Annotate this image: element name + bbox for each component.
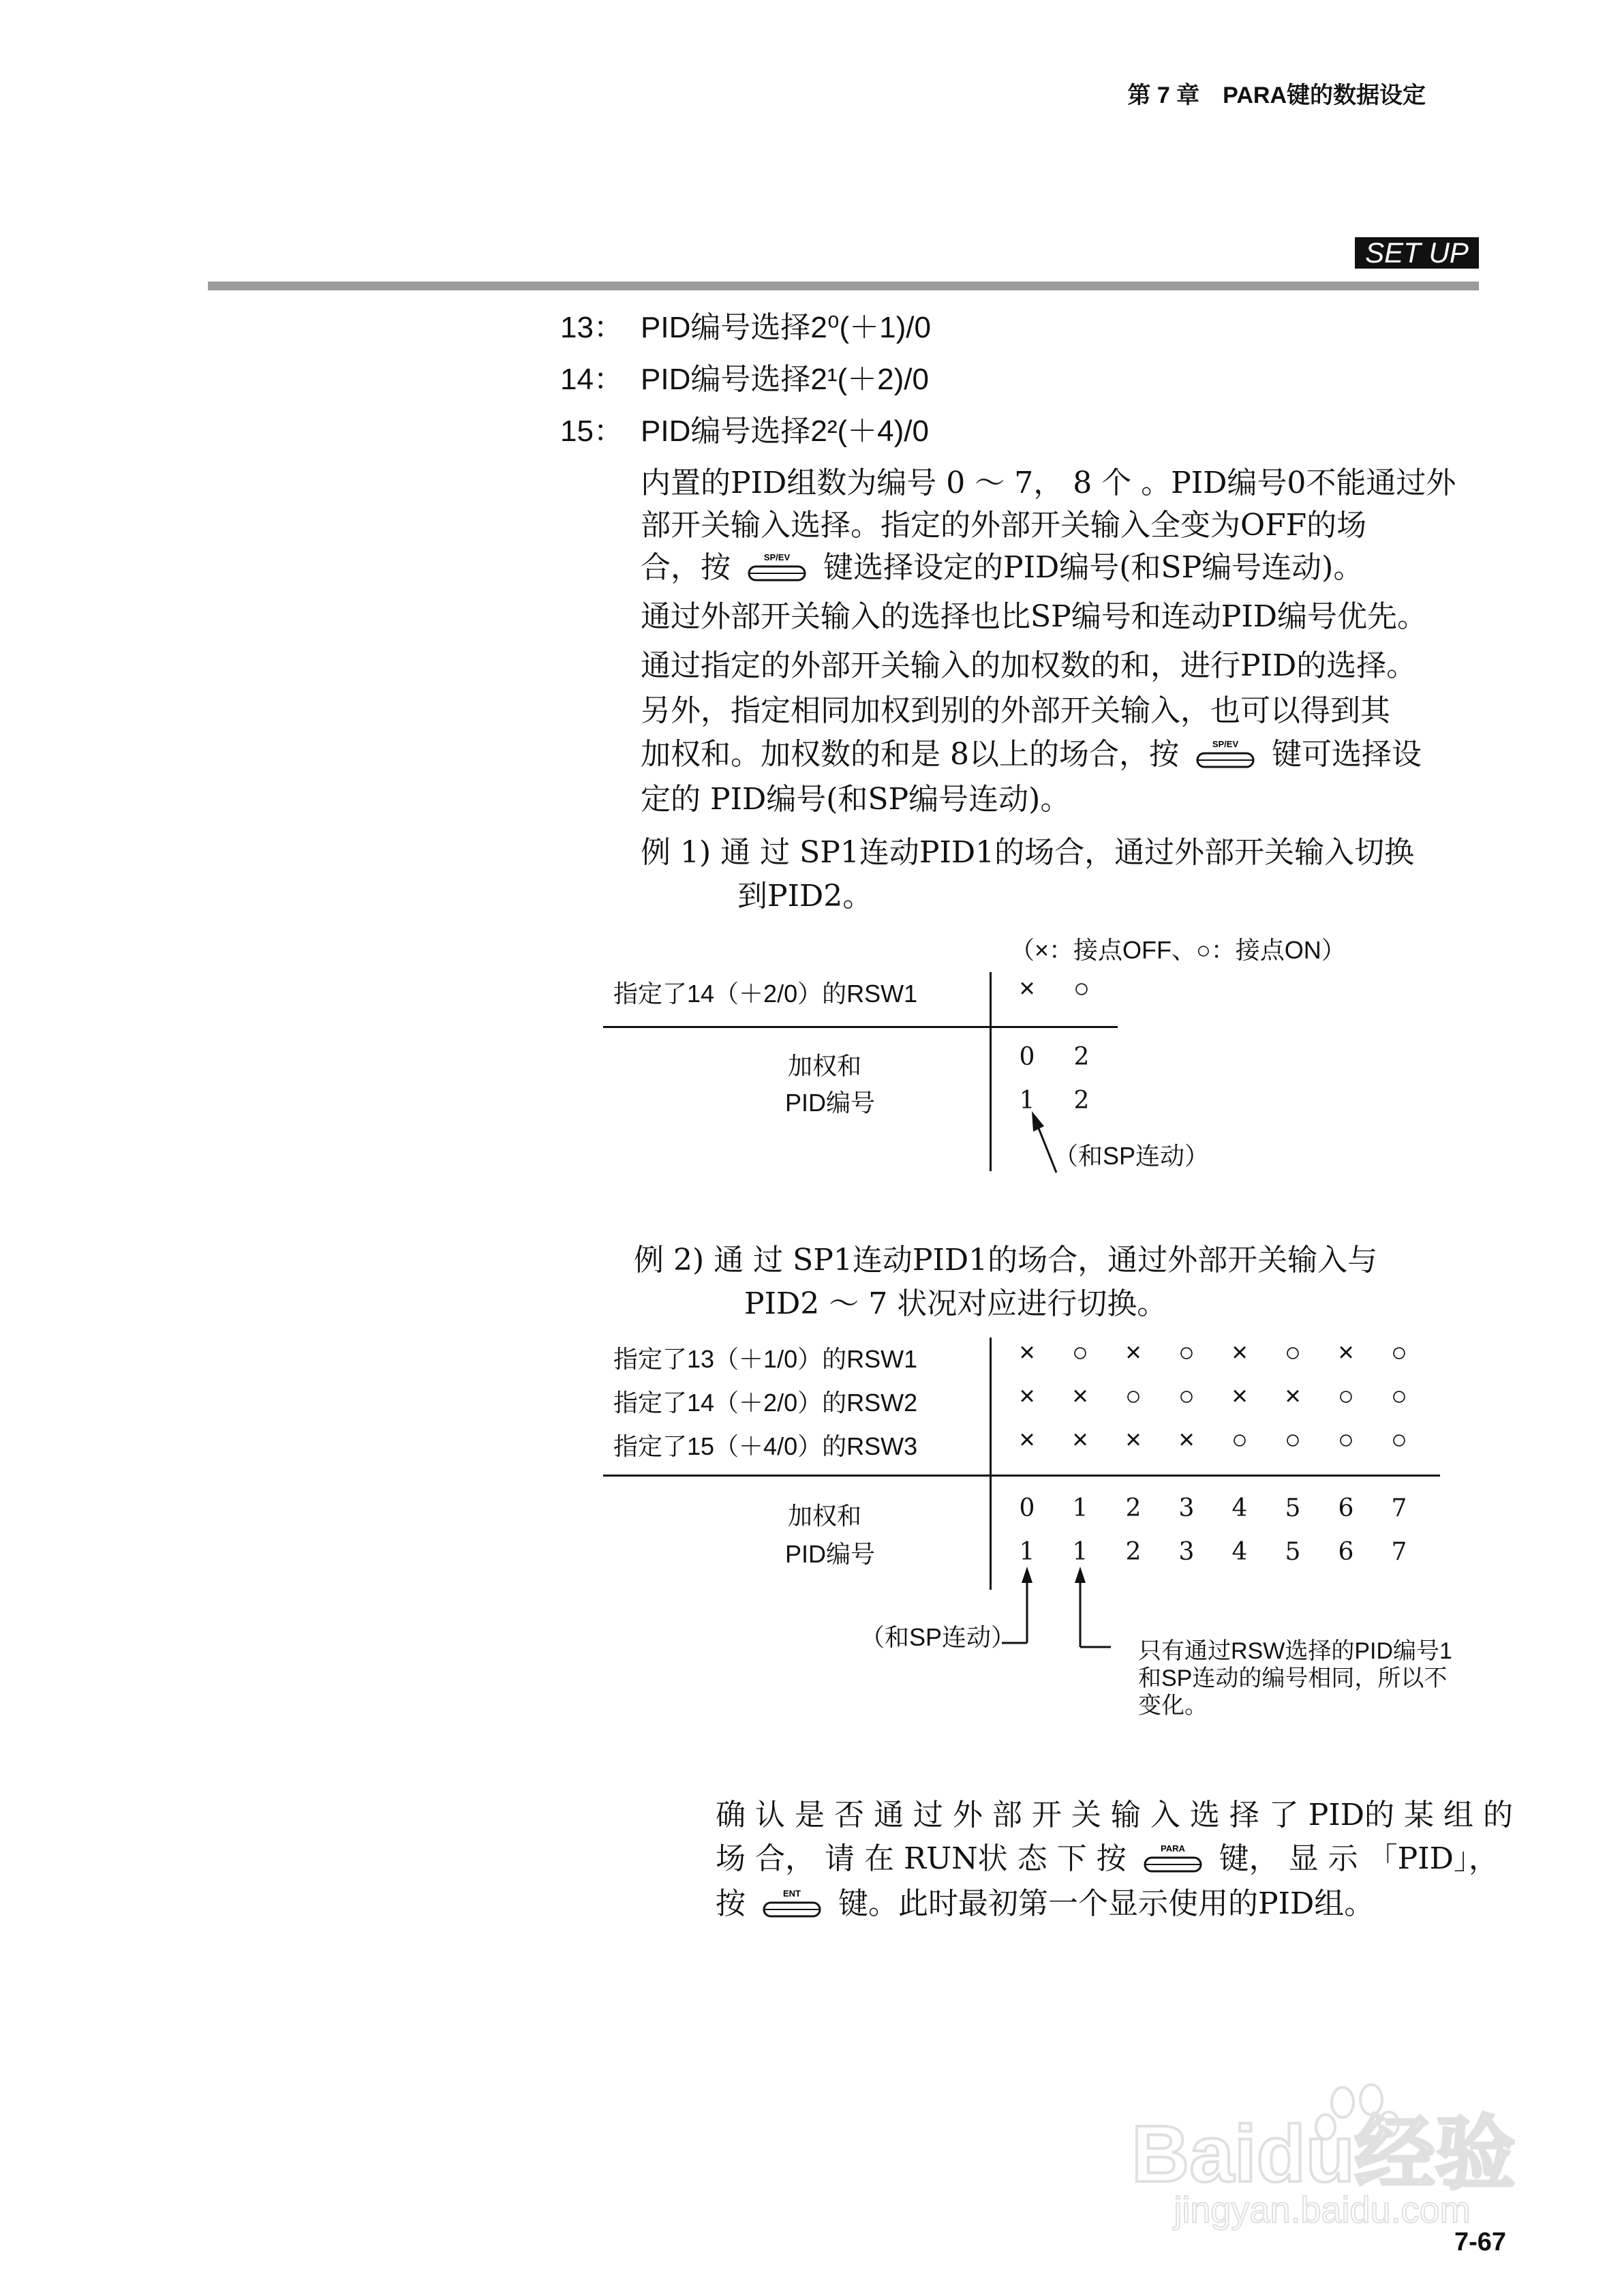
header-rule	[208, 282, 1479, 290]
confirm-line: 确 认 是 否 通 过 外 部 开 关 输 入 选 择 了 PID的 某 组 的	[716, 1798, 1514, 1832]
switch-mark: ○	[1390, 1425, 1408, 1455]
paragraph-line: 部开关输入选择。指定的外部开关输入全变为OFF的场	[641, 508, 1367, 543]
example1-title: 例 1) 通 过 SP1连动PID1的场合，通过外部开关输入切换	[641, 835, 1415, 870]
switch-mark: ○	[1178, 1381, 1195, 1411]
chapter-header: 第 7 章 PARA键的数据设定	[1127, 82, 1426, 108]
switch-mark: ○	[1231, 1425, 1249, 1455]
confirm-text: 按	[716, 1886, 746, 1921]
pid-number-label: PID编号	[785, 1540, 876, 1568]
weight-value: 2	[1125, 1494, 1142, 1522]
pid-value: 2	[1125, 1538, 1142, 1566]
confirm-text: 键。此时最初第一个显示使用的PID组。	[838, 1886, 1375, 1921]
switch-mark: ×	[1019, 1338, 1035, 1368]
switch-mark: ○	[1390, 1338, 1408, 1368]
key-label: ENT	[783, 1888, 801, 1899]
weight-sum-label: 加权和	[788, 1053, 862, 1081]
para-key-icon	[1142, 1843, 1204, 1875]
paragraph-text: 合，按	[641, 550, 731, 585]
table-divider	[990, 972, 992, 1171]
watermark-url: jingyan.baidu.com	[1174, 2190, 1471, 2231]
confirm-text: 场 合， 请 在 RUN状 态 下 按	[716, 1841, 1127, 1876]
switch-mark: ×	[1125, 1425, 1142, 1455]
example2-row-label: 指定了13（＋1/0）的RSW1	[613, 1345, 918, 1373]
paragraph-line: 通过外部开关输入的选择也比SP编号和连动PID编号优先。	[641, 599, 1428, 634]
switch-mark: ○	[1124, 1381, 1142, 1411]
item-label: PID编号选择2²(＋4)/0	[641, 414, 929, 448]
switch-mark: ○	[1073, 973, 1090, 1003]
weight-value: 1	[1072, 1494, 1088, 1522]
pid-value: 4	[1231, 1538, 1248, 1566]
paragraph-line: 另外，指定相同加权到别的外部开关输入，也可以得到其	[641, 693, 1390, 728]
weight-value: 0	[1019, 1494, 1035, 1522]
switch-mark: ×	[1019, 1425, 1035, 1455]
switch-mark: ×	[1285, 1381, 1301, 1411]
switch-mark: ×	[1231, 1381, 1248, 1411]
example1-legend: （×：接点OFF、○：接点ON）	[1010, 936, 1346, 964]
sp-ev-key-icon	[1194, 738, 1257, 771]
paragraph-text: 加权和。加权数的和是 8以上的场合，按	[641, 737, 1179, 772]
pid-value: 1	[1019, 1087, 1035, 1115]
switch-mark: ○	[1178, 1338, 1195, 1368]
switch-mark: ×	[1338, 1338, 1354, 1368]
arrow-icon	[1002, 1561, 1111, 1657]
paragraph-line: 内置的PID组数为编号 0 ～ 7， 8 个 。PID编号0不能通过外	[641, 466, 1456, 500]
unchanged-note: 只有通过RSW选择的PID编号1和SP连动的编号相同，所以不变化。	[1138, 1638, 1452, 1719]
item-number: 13：	[560, 311, 624, 344]
sp-ev-key-icon	[746, 552, 808, 584]
sp-link-note: （和SP连动）	[1054, 1142, 1210, 1170]
confirm-text: 键， 显 示 「PID」，	[1219, 1841, 1499, 1876]
watermark-brand: Baidu经验	[1131, 2109, 1516, 2199]
example2-row-label: 指定了15（＋4/0）的RSW3	[613, 1432, 918, 1460]
ent-key-icon	[761, 1888, 823, 1920]
key-label: PARA	[1160, 1843, 1185, 1854]
item-number: 15：	[560, 414, 624, 448]
paragraph-text: 键可选择设	[1271, 737, 1422, 772]
pid-value: 3	[1178, 1538, 1195, 1566]
switch-mark: ×	[1178, 1425, 1195, 1455]
switch-mark: ○	[1337, 1381, 1355, 1411]
weight-value: 7	[1391, 1494, 1407, 1522]
confirm-line	[716, 1879, 1374, 1922]
paragraph-line: 定的 PID编号(和SP编号连动)。	[641, 782, 1071, 817]
page-number: 7-67	[1454, 2228, 1506, 2256]
example2-title: PID2 ～ 7 状况对应进行切换。	[744, 1286, 1167, 1321]
switch-mark: ○	[1284, 1338, 1302, 1368]
item-label: PID编号选择2⁰(＋1)/0	[641, 311, 931, 344]
weight-value: 2	[1073, 1043, 1090, 1071]
example2-row-label: 指定了14（＋2/0）的RSW2	[613, 1389, 918, 1417]
example1-row-label: 指定了14（＋2/0）的RSW1	[613, 980, 918, 1008]
switch-mark: ×	[1125, 1338, 1142, 1368]
pid-value: 2	[1073, 1087, 1090, 1115]
key-label: SP/EV	[1212, 739, 1239, 749]
weight-value: 3	[1178, 1494, 1195, 1522]
weight-value: 4	[1231, 1494, 1248, 1522]
switch-mark: ×	[1231, 1338, 1248, 1368]
item-13	[560, 303, 931, 346]
switch-mark: ○	[1390, 1381, 1408, 1411]
baidu-watermark-logo	[1118, 2079, 1540, 2236]
confirm-line	[716, 1834, 1499, 1877]
pid-value: 1	[1019, 1538, 1035, 1566]
switch-mark: ○	[1337, 1425, 1355, 1455]
key-label: SP/EV	[763, 552, 791, 562]
item-14	[560, 354, 929, 398]
switch-mark: ○	[1284, 1425, 1302, 1455]
pid-number-label: PID编号	[785, 1089, 876, 1117]
switch-mark: ×	[1072, 1425, 1088, 1455]
table-divider	[603, 1475, 1440, 1477]
paragraph-line: 通过指定的外部开关输入的加权数的和，进行PID的选择。	[641, 648, 1417, 683]
switch-mark: ×	[1019, 1381, 1035, 1411]
pid-value: 1	[1072, 1538, 1088, 1566]
switch-mark: ×	[1072, 1381, 1088, 1411]
table-divider	[603, 1026, 1118, 1028]
setup-badge: SET UP	[1355, 237, 1479, 269]
sp-link-note: （和SP连动）	[860, 1623, 1016, 1651]
weight-value: 5	[1285, 1494, 1301, 1522]
item-label: PID编号选择2¹(＋2)/0	[641, 363, 929, 396]
switch-mark: ×	[1019, 973, 1035, 1003]
paragraph-line	[641, 729, 1422, 773]
pid-value: 5	[1285, 1538, 1301, 1566]
paragraph-line	[641, 543, 1363, 586]
weight-sum-label: 加权和	[788, 1502, 862, 1530]
switch-mark: ○	[1071, 1338, 1089, 1368]
item-number: 14：	[560, 363, 624, 396]
example1-title: 到PID2。	[737, 879, 873, 913]
weight-value: 6	[1338, 1494, 1354, 1522]
pid-value: 6	[1338, 1538, 1354, 1566]
pid-value: 7	[1391, 1538, 1407, 1566]
example2-title: 例 2) 通 过 SP1连动PID1的场合，通过外部开关输入与	[634, 1243, 1378, 1278]
weight-value: 0	[1019, 1043, 1035, 1071]
table-divider	[990, 1338, 992, 1590]
paragraph-text: 键选择设定的PID编号(和SP编号连动)。	[823, 550, 1364, 585]
item-15	[560, 406, 929, 450]
